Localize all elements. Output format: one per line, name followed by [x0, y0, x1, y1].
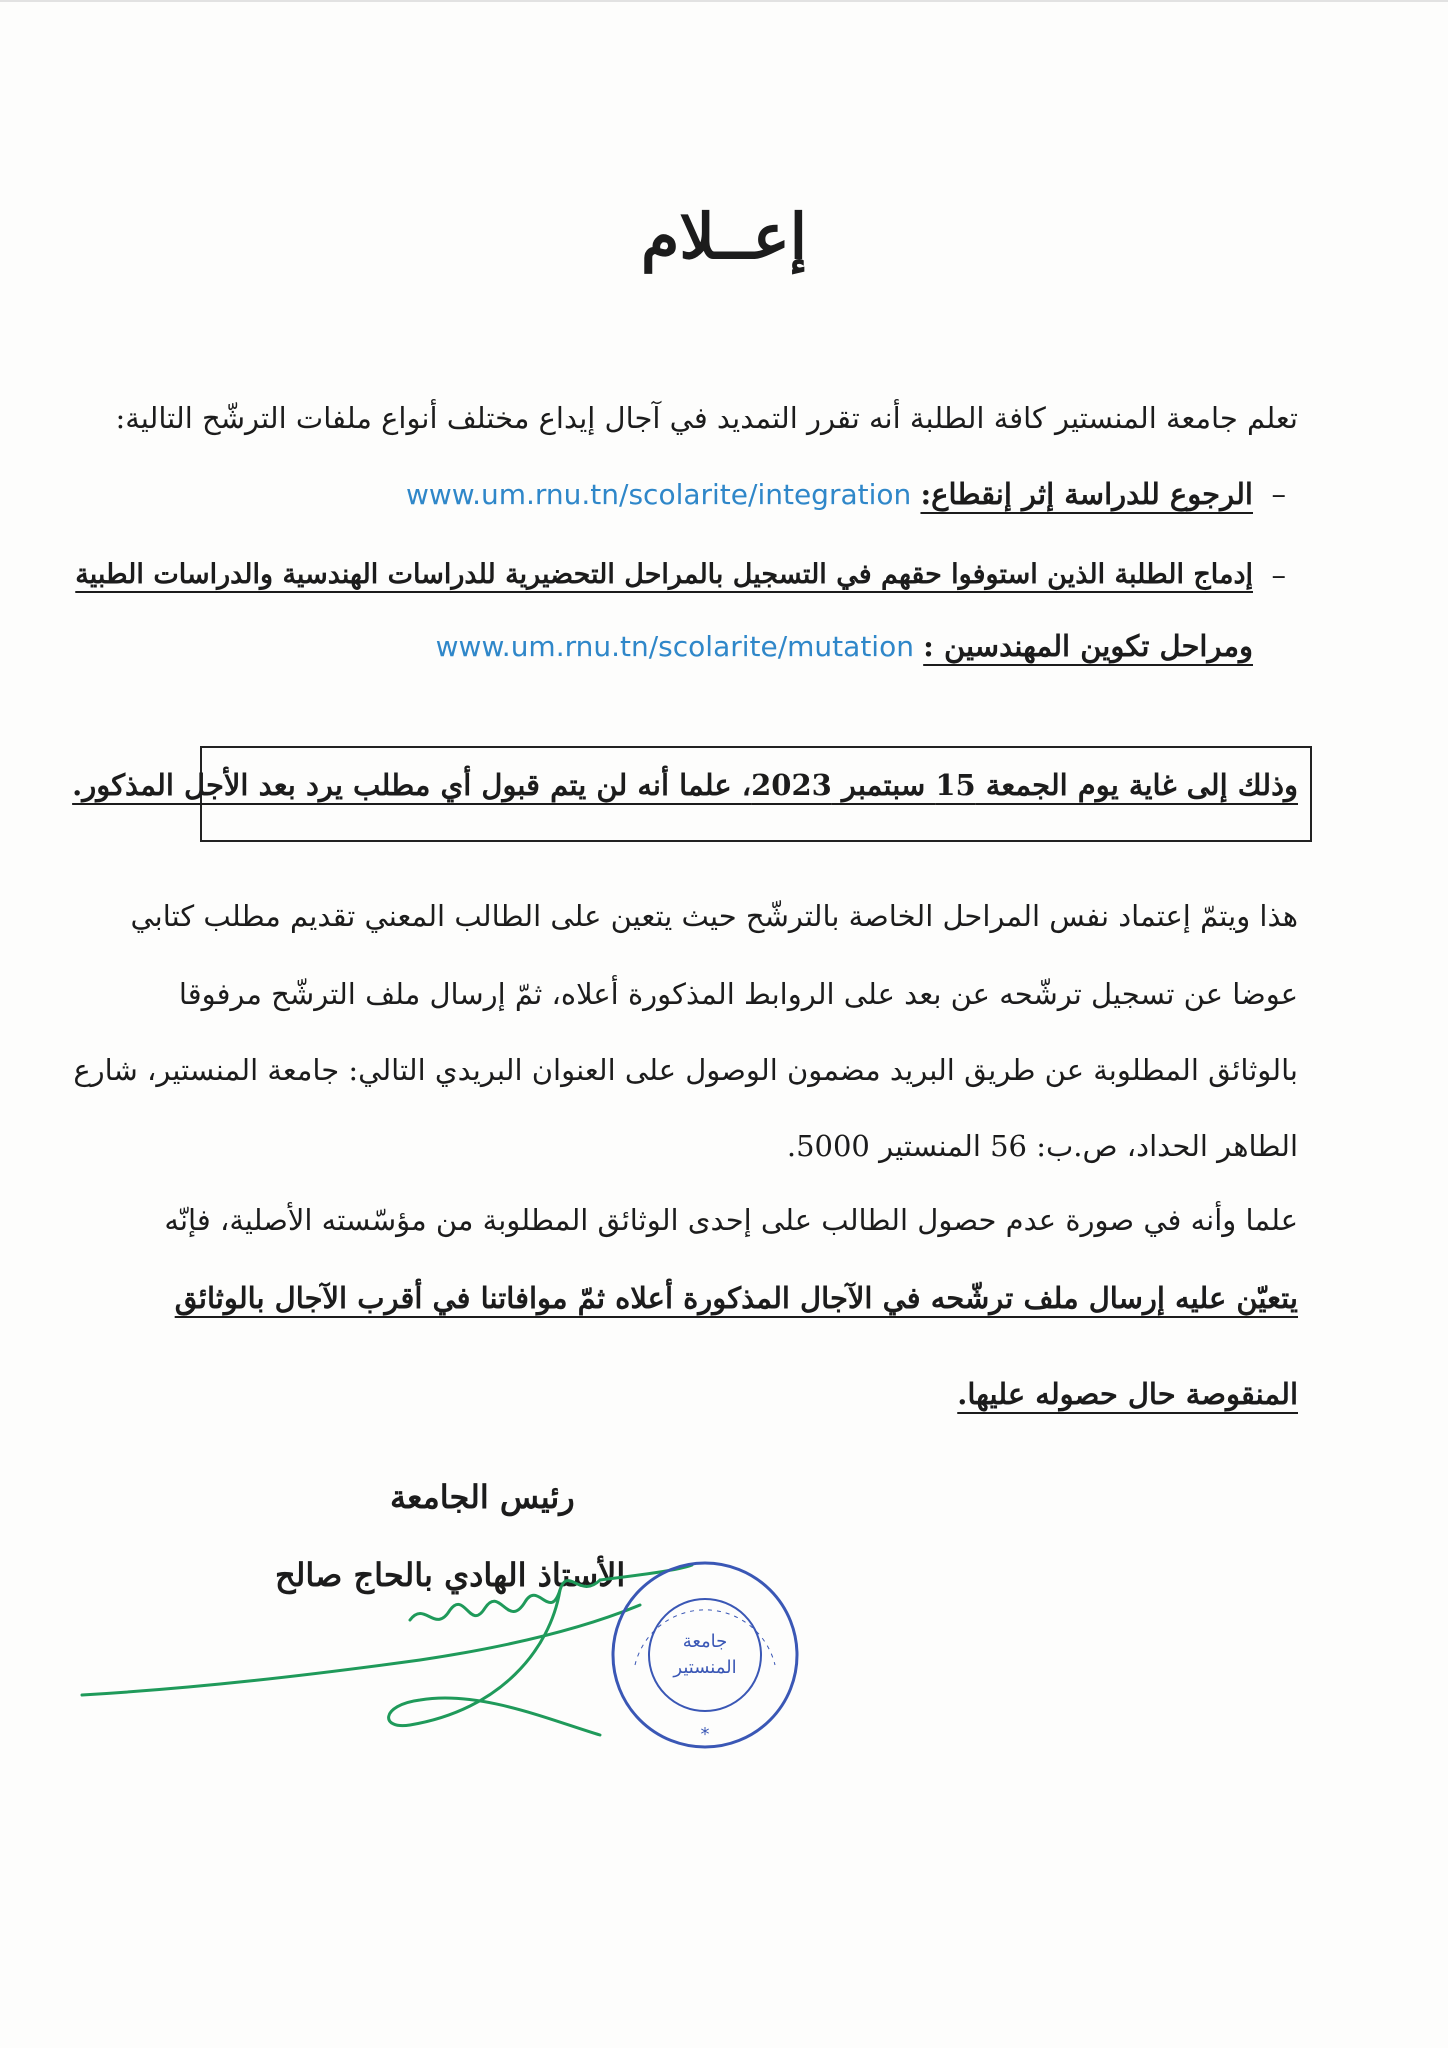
list-item-mutation	[436, 624, 1253, 669]
page-title: إعــلام	[641, 200, 807, 273]
svg-text:*: *	[700, 1724, 710, 1745]
intro-paragraph: تعلم جامعة المنستير كافة الطلبة أنه تقرر التمديد في آجال إيداع مختلف أنواع ملفات الترشّح التالية:	[115, 401, 1298, 435]
body-line: بالوثائق المطلوبة عن طريق البريد مضمون الوصول على العنوان البريدي التالي: جامعة المنستير، شارع	[73, 1053, 1298, 1087]
mutation-link[interactable]: www.um.rnu.tn/scolarite/mutation	[435, 630, 914, 663]
body-line: عوضا عن تسجيل ترشّحه عن بعد على الروابط المذكورة أعلاه، ثمّ إرسال ملف الترشّح مرفوقا	[178, 977, 1298, 1011]
signatory-title: رئيس الجامعة	[390, 1478, 575, 1516]
note-line-bold: المنقوصة حال حصوله عليها.	[957, 1377, 1298, 1411]
body-line: هذا ويتمّ إعتماد نفس المراحل الخاصة بالترشّح حيث يتعين على الطالب المعني تقديم مطلب كتابي	[130, 899, 1298, 933]
deadline-box	[72, 746, 1312, 842]
bullet-dash: –	[1271, 477, 1286, 511]
integration-link[interactable]: www.um.rnu.tn/scolarite/integration	[405, 478, 912, 511]
bullet-dash: –	[1271, 558, 1286, 592]
svg-text:جامعة: جامعة	[682, 1631, 728, 1652]
note-line: علما وأنه في صورة عدم حصول الطالب على إحدى الوثائق المطلوبة من مؤسّسته الأصلية، فإنّه	[164, 1203, 1298, 1237]
page-edge	[0, 0, 1448, 2]
item-label-line2: ومراحل تكوين المهندسين :	[923, 629, 1253, 663]
svg-text:المنستير: المنستير	[673, 1657, 737, 1678]
item-label: الرجوع للدراسة إثر إنقطاع:	[920, 477, 1253, 511]
signatory-name: الأستاذ الهادي بالحاج صالح	[275, 1556, 626, 1594]
list-item-integration	[406, 472, 1253, 517]
official-stamp	[605, 1555, 805, 1755]
body-line: الطاهر الحداد، ص.ب: 56 المنستير 5000.	[786, 1129, 1298, 1163]
note-line-bold: يتعيّن عليه إرسال ملف ترشّحه في الآجال المذكورة أعلاه ثمّ موافاتنا في أقرب الآجال بالوثائق	[174, 1281, 1298, 1315]
deadline-text: وذلك إلى غاية يوم الجمعة 15 سبتمبر 2023، علما أنه لن يتم قبول أي مطلب يرد بعد الأجل المذكور.	[72, 768, 1298, 802]
item-label-line1: إدماج الطلبة الذين استوفوا حقهم في التسجيل بالمراحل التحضيرية للدراسات الهندسية والدراسات الطبية	[75, 559, 1253, 590]
